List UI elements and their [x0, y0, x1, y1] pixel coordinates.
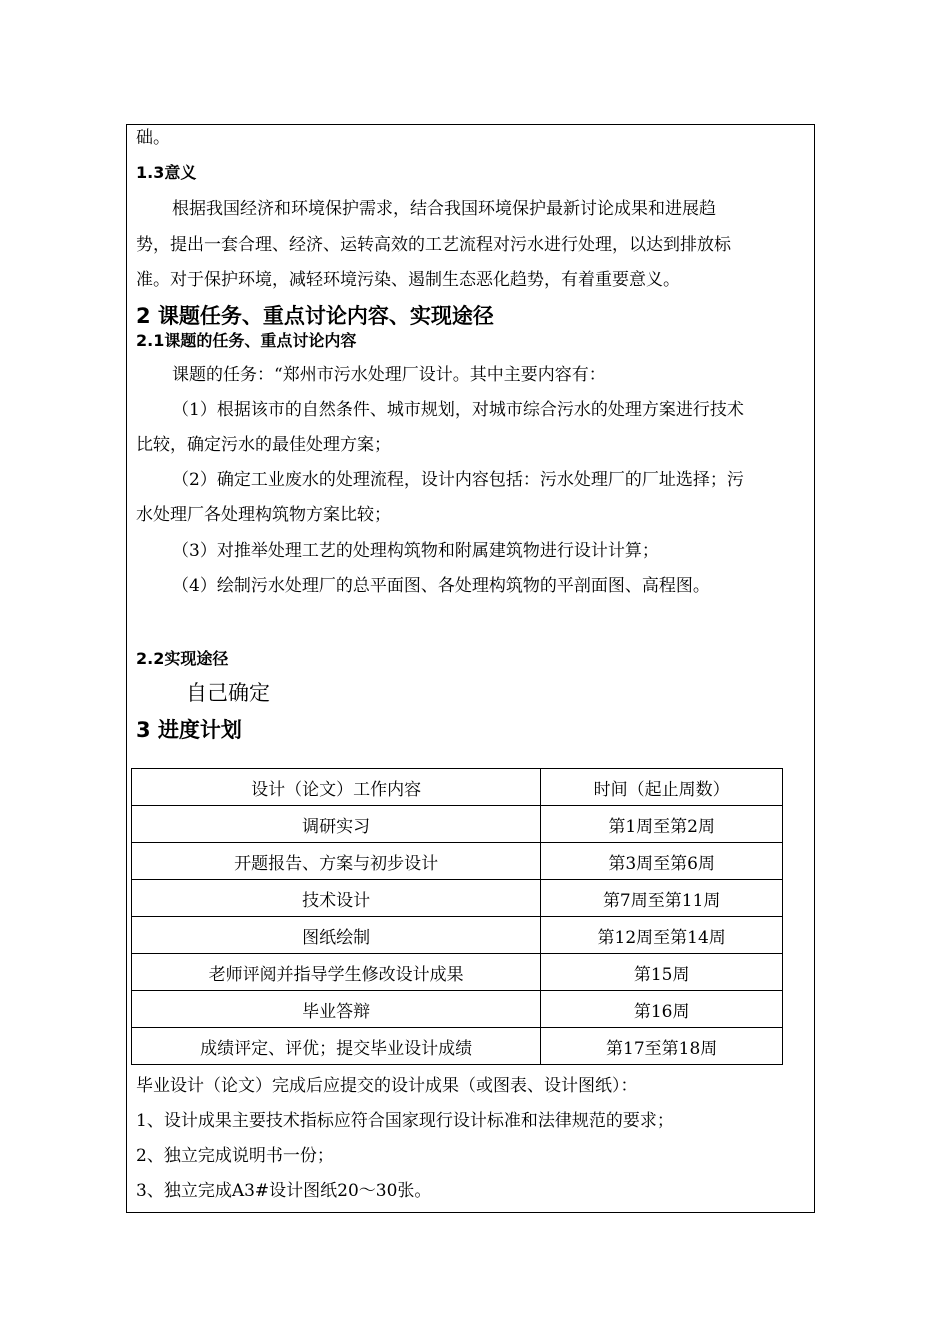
table-row: [132, 880, 783, 917]
table-cell-weeks: 第17至第18周: [541, 1028, 783, 1065]
section-2-heading: 2 课题任务、重点讨论内容、实现途径: [136, 304, 494, 328]
section-2-1-line-2: （1）根据该市的自然条件、城市规划，对城市综合污水的处理方案进行技术: [172, 400, 744, 420]
section-2-1-line-6: （3）对推举处理工艺的处理构筑物和附属建筑物进行设计计算；: [172, 541, 659, 561]
table-header-content: 设计（论文）工作内容: [132, 769, 541, 806]
table-cell-task: 成绩评定、评优；提交毕业设计成绩: [132, 1028, 541, 1065]
table-row: [132, 1028, 783, 1065]
section-1-3-line-1: 根据我国经济和环境保护需求，结合我国环境保护最新讨论成果和进展趋: [172, 199, 716, 219]
section-2-2-heading: 2.2实现途径: [136, 649, 229, 668]
section-3-heading: 3 进度计划: [136, 718, 242, 742]
deliverable-item-1: 1、设计成果主要技术指标应符合国家现行设计标准和法律规范的要求；: [136, 1111, 674, 1131]
table-cell-weeks: 第15周: [541, 954, 783, 991]
table-cell-task: 毕业答辩: [132, 991, 541, 1028]
section-2-1-line-7: （4）绘制污水处理厂的总平面图、各处理构筑物的平剖面图、高程图。: [172, 576, 710, 596]
table-header-row: [132, 769, 783, 806]
section-2-1-line-4: （2）确定工业废水的处理流程，设计内容包括：污水处理厂的厂址选择；污: [172, 470, 744, 490]
intro-tail-text: 础。: [136, 128, 170, 148]
section-1-3-line-2: 势，提出一套合理、经济、运转高效的工艺流程对污水进行处理，以达到排放标: [136, 235, 731, 255]
section-2-1-line-5: 水处理厂各处理构筑物方案比较；: [136, 505, 391, 525]
table-row: [132, 954, 783, 991]
table-cell-weeks: 第1周至第2周: [541, 806, 783, 843]
table-cell-weeks: 第7周至第11周: [541, 880, 783, 917]
table-cell-weeks: 第3周至第6周: [541, 843, 783, 880]
deliverable-item-3: 3、独立完成A3#设计图纸20～30张。: [136, 1181, 432, 1201]
section-2-1-line-1: 课题的任务：“郑州市污水处理厂设计。其中主要内容有：: [172, 365, 606, 385]
schedule-table: [131, 768, 783, 1065]
table-cell-weeks: 第12周至第14周: [541, 917, 783, 954]
table-header-time: 时间（起止周数）: [541, 769, 783, 806]
table-cell-task: 技术设计: [132, 880, 541, 917]
section-1-3-line-3: 准。对于保护环境，减轻环境污染、遏制生态恶化趋势，有着重要意义。: [136, 270, 680, 290]
table-row: [132, 917, 783, 954]
table-row: [132, 991, 783, 1028]
section-1-3-heading: 1.3意义: [136, 163, 197, 182]
deliverables-intro: 毕业设计（论文）完成后应提交的设计成果（或图表、设计图纸）：: [136, 1076, 638, 1096]
table-cell-task: 调研实习: [132, 806, 541, 843]
section-2-2-content: 自己确定: [186, 681, 270, 705]
table-cell-task: 图纸绘制: [132, 917, 541, 954]
section-2-1-heading: 2.1课题的任务、重点讨论内容: [136, 331, 357, 350]
table-cell-task: 老师评阅并指导学生修改设计成果: [132, 954, 541, 991]
table-cell-weeks: 第16周: [541, 991, 783, 1028]
table-cell-task: 开题报告、方案与初步设计: [132, 843, 541, 880]
section-2-1-line-3: 比较，确定污水的最佳处理方案；: [136, 435, 391, 455]
deliverable-item-2: 2、独立完成说明书一份；: [136, 1146, 334, 1166]
table-row: [132, 843, 783, 880]
table-row: [132, 806, 783, 843]
